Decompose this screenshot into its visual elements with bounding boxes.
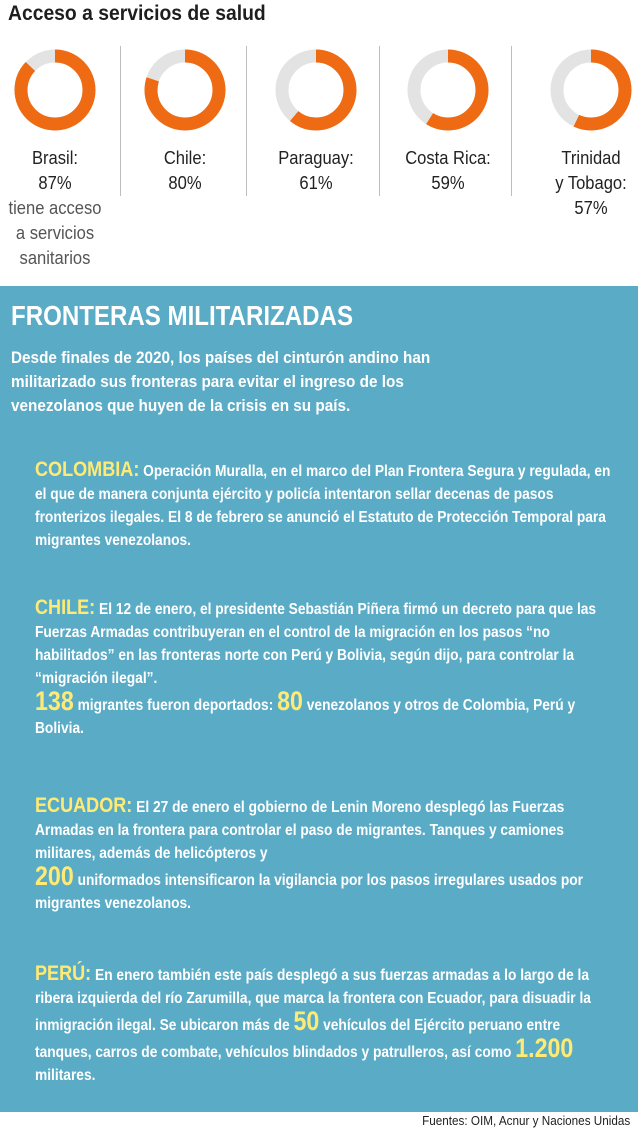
- health-access-section: [0, 0, 638, 286]
- country-percent: 80%: [168, 173, 202, 193]
- peru-text-2: vehículos del Ejército peruano entre tanques, carros de combate, vehículos blindados y patrulleros, así como: [35, 1017, 561, 1061]
- column-divider: [246, 46, 247, 196]
- panel-title: FRONTERAS MILITARIZADAS: [11, 300, 354, 331]
- country-percent: 87%: [38, 173, 72, 193]
- chile-text: El 12 de enero, el presidente Sebastián Piñera firmó un decreto para que las Fuerzas Armadas contribuyeran en el control de la migración en los pasos “no habilitados” en las fronteras norte con Perú y Bolivia, según dijo, para controlar la “migración ilegal”.: [35, 601, 597, 687]
- ecuador-text: El 27 de enero el gobierno de Lenin Moreno desplegó las Fuerzas Armadas en la frontera para controlar el paso de migrantes. Tanques y camiones militares, además de helicópteros y: [35, 799, 565, 862]
- column-divider: [120, 46, 121, 196]
- country-paraguay: [261, 46, 371, 196]
- ecuador-text-2: uniformados intensificaron la vigilancia por los pasos irregulares usados por migrantes venezolanos.: [35, 872, 584, 912]
- stat-troops: 200: [35, 861, 74, 891]
- note-line: tiene acceso: [8, 198, 102, 218]
- country-caption: [397, 146, 498, 196]
- country-percent: 61%: [299, 173, 333, 193]
- country-name: Brasil:: [31, 148, 78, 168]
- chile-text-3: venezolanos y otros de Colombia, Perú y Bolivia.: [35, 697, 576, 737]
- chile-text-2: migrantes fueron deportados:: [73, 697, 278, 714]
- donut-chart-brasil: [11, 46, 99, 134]
- country-costa-rica: [393, 46, 503, 196]
- country-heading-ecuador: ECUADOR:: [35, 794, 133, 817]
- note-line: a servicios: [15, 223, 95, 243]
- stat-vehicles: 50: [293, 1006, 320, 1036]
- colombia-text: Operación Muralla, en el marco del Plan Frontera Segura y regulada, en el que de manera conjunta ejército y policía intentaron sellar decenas de pasos fronterizos ilegales. El 8 de febrero se anunció el Estatuto de Protección Temporal para migrantes venezolanos.: [35, 463, 611, 549]
- note-line: sanitarios: [19, 248, 91, 268]
- donut-chart-chile: [141, 46, 229, 134]
- donut-chart-trinidad-tobago: [547, 46, 635, 134]
- country-caption: [4, 146, 105, 271]
- stat-deported: 138: [35, 686, 74, 716]
- country-caption: [265, 146, 366, 196]
- country-name: y Tobago:: [555, 173, 627, 193]
- country-chile: [130, 46, 240, 196]
- ecuador-block: [35, 794, 615, 915]
- country-percent: 57%: [574, 198, 608, 218]
- stat-venezuelans: 80: [277, 686, 303, 716]
- section-title: Acceso a servicios de salud: [8, 2, 266, 25]
- country-heading-peru: PERÚ:: [35, 962, 92, 985]
- country-percent: 59%: [431, 173, 465, 193]
- peru-text-3: militares.: [35, 1067, 96, 1084]
- country-caption: [134, 146, 235, 196]
- country-heading-chile: CHILE:: [35, 596, 96, 619]
- source-footer: Fuentes: OIM, Acnur y Naciones Unidas: [421, 1113, 630, 1128]
- country-heading-colombia: COLOMBIA:: [35, 458, 140, 481]
- country-trinidad-tobago: [536, 46, 638, 221]
- country-name: Trinidad: [561, 148, 621, 168]
- country-name: Costa Rica:: [405, 148, 491, 168]
- stat-soldiers: 1.200: [515, 1033, 574, 1063]
- country-name: Paraguay:: [278, 148, 354, 168]
- peru-block: [35, 962, 615, 1087]
- donut-chart-costa-rica: [404, 46, 492, 134]
- donut-chart-paraguay: [272, 46, 360, 134]
- country-caption: [540, 146, 638, 221]
- colombia-block: [35, 458, 615, 552]
- chile-block: [35, 596, 615, 740]
- column-divider: [379, 46, 380, 196]
- country-brasil: [0, 46, 110, 271]
- peru-text: En enero también este país desplegó a sus fuerzas armadas a lo largo de la ribera izquierda del río Zarumilla, que marca la frontera con Ecuador, para disuadir la inmigración ilegal. Se ubicaron más de: [35, 967, 591, 1034]
- militarized-borders-panel: [0, 286, 638, 1112]
- country-name: Chile:: [163, 148, 207, 168]
- column-divider: [511, 46, 512, 196]
- panel-intro: Desde finales de 2020, los países del cinturón andino han militarizado sus fronteras para evitar el ingreso de los venezolanos que huyen de la crisis en su país.: [11, 348, 431, 415]
